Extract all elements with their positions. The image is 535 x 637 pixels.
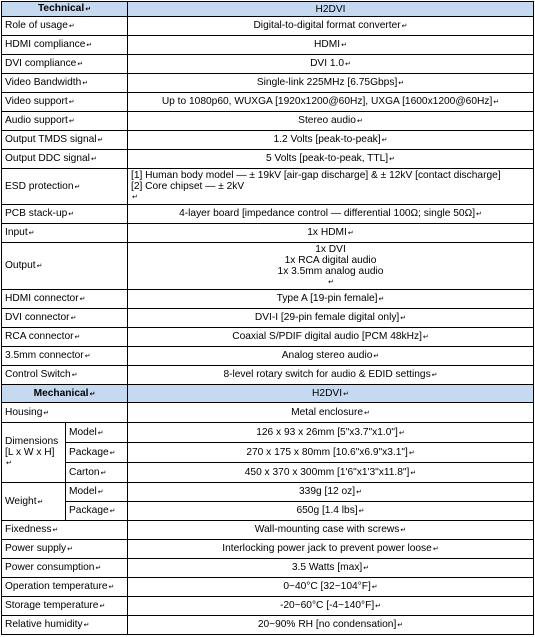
dimensions-value: [128, 423, 534, 443]
paragraph-mark-icon: ↵: [389, 156, 395, 163]
paragraph-mark-icon: ↵: [363, 565, 370, 572]
mechanical-row: [2, 540, 534, 559]
dimensions-label: [2, 423, 66, 483]
spec-label: [2, 112, 128, 131]
technical-header-label: [2, 2, 128, 17]
spec-label: [2, 290, 128, 309]
spec-value-text: Metal enclosure: [291, 406, 364, 418]
paragraph-mark-icon: ↵: [381, 137, 388, 144]
paragraph-mark-icon: ↵: [132, 194, 138, 201]
spec-value: [128, 328, 534, 347]
spec-value: [128, 403, 534, 423]
spec-value-text: 8-level rotary switch for audio & EDID settings: [223, 369, 431, 380]
spec-label-text: Output TMDS signal: [5, 134, 97, 145]
technical-header-model: [128, 2, 534, 17]
paragraph-mark-icon: ↵: [345, 61, 351, 68]
paragraph-mark-icon: ↵: [400, 315, 407, 322]
spec-value-text: Analog stereo audio: [281, 350, 373, 361]
spec-value-line-text: 1x RCA digital audio: [284, 255, 377, 266]
spec-label-text: 3.5mm connector: [5, 350, 84, 361]
spec-value: [128, 559, 534, 578]
spec-value: [128, 205, 534, 224]
technical-row: [2, 366, 534, 385]
paragraph-mark-icon: ↵: [68, 99, 75, 106]
paragraph-mark-icon: ↵: [97, 489, 104, 496]
spec-label-text: PCB stack-up: [5, 208, 68, 219]
spec-value: [128, 93, 534, 112]
paragraph-mark-icon: ↵: [68, 23, 75, 30]
paragraph-mark-icon: ↵: [397, 622, 404, 629]
paragraph-mark-icon: ↵: [109, 508, 116, 515]
spec-label: [2, 309, 128, 328]
spec-label: [2, 328, 128, 347]
spec-label-text: Power consumption: [5, 562, 95, 573]
spec-label: [2, 521, 128, 540]
technical-row: [2, 224, 534, 243]
paragraph-mark-icon: ↵: [85, 6, 92, 13]
spec-label-text: Storage temperature: [5, 600, 99, 611]
spec-label-text: ESD protection: [5, 180, 74, 192]
paragraph-mark-icon: ↵: [371, 584, 378, 591]
weight-sub-label-text: Model: [69, 486, 97, 497]
spec-label-text: Housing: [5, 406, 43, 418]
weight-sub-label: [66, 483, 128, 502]
spec-value: [128, 17, 534, 36]
paragraph-mark-icon: ↵: [79, 296, 86, 303]
spec-table-body: [2, 2, 534, 635]
technical-row: [2, 112, 534, 131]
paragraph-mark-icon: ↵: [74, 183, 81, 191]
technical-header-model-text: H2DVI: [315, 3, 346, 15]
technical-row: [2, 347, 534, 366]
paragraph-mark-icon: ↵: [378, 296, 385, 303]
spec-label: [2, 17, 128, 36]
technical-header-label-text: Technical: [37, 3, 85, 14]
spec-value-line-text: [2] Core chipset — ± 2kV: [131, 181, 245, 192]
mechanical-header-row: [2, 385, 534, 403]
spec-label-text: Relative humidity: [5, 619, 83, 630]
paragraph-mark-icon: ↵: [74, 334, 81, 341]
spec-label: [2, 169, 128, 205]
spec-value-line-text: 1x 3.5mm analog audio: [277, 266, 384, 277]
weight-label: [2, 483, 66, 521]
dimensions-sub-label: [66, 443, 128, 463]
spec-value-text: 4-layer board [impedance control — differential 100Ω; single 50Ω]: [179, 208, 476, 219]
paragraph-mark-icon: ↵: [68, 211, 75, 218]
spec-value-line: [131, 266, 530, 288]
dimensions-label-line1: Dimensions: [5, 436, 59, 447]
spec-label: [2, 74, 128, 93]
spec-value-text: 1x HDMI: [307, 227, 347, 238]
technical-row: [2, 243, 534, 290]
technical-row: [2, 74, 534, 93]
technical-header-row: [2, 2, 534, 17]
mechanical-header-label: [2, 385, 128, 403]
dimensions-value: [128, 463, 534, 483]
spec-value-line-text: [1] Human body model — ± 19kV [air-gap discharge] & ± 12kV [contact discharge]: [131, 170, 501, 181]
spec-label-text: HDMI compliance: [5, 39, 86, 50]
weight-sub-label: [66, 502, 128, 521]
technical-row: [2, 290, 534, 309]
paragraph-mark-icon: ↵: [373, 353, 380, 360]
spec-label-text: Video support: [5, 96, 68, 107]
dimensions-value-text: 450 x 370 x 300mm [1'6"x1'3"x11.8"]: [244, 466, 410, 478]
spec-value: [128, 597, 534, 616]
paragraph-mark-icon: ↵: [356, 489, 362, 496]
spec-label-text: Output DDC signal: [5, 153, 90, 164]
mechanical-header-model-text: H2DVI: [312, 387, 343, 399]
weight-value-text: 339g [12 oz]: [299, 486, 356, 497]
spec-value: [128, 309, 534, 328]
mechanical-row: [2, 597, 534, 616]
paragraph-mark-icon: ↵: [99, 603, 106, 610]
mechanical-header-model: [128, 385, 534, 403]
spec-label: [2, 243, 128, 290]
dimensions-value: [128, 443, 534, 463]
weight-value: [128, 502, 534, 521]
technical-row: [2, 309, 534, 328]
spec-label: [2, 366, 128, 385]
spec-label-text: Operation temperature: [5, 581, 108, 592]
paragraph-mark-icon: ↵: [341, 42, 347, 49]
spec-label-text: Control Switch: [5, 369, 71, 380]
spec-value-text: -20~60°C [-4~140°F]: [279, 600, 375, 611]
spec-label-text: Audio support: [5, 115, 68, 126]
paragraph-mark-icon: ↵: [422, 334, 429, 341]
spec-value: [128, 243, 534, 290]
spec-label-text: DVI connector: [5, 312, 70, 323]
spec-label: [2, 540, 128, 559]
paragraph-mark-icon: ↵: [400, 527, 407, 534]
dimensions-value-text: 270 x 175 x 80mm [10.6"x6.9"x3.1"]: [246, 446, 408, 458]
paragraph-mark-icon: ↵: [70, 315, 77, 322]
spec-label: [2, 403, 128, 423]
spec-value-line: [131, 170, 530, 181]
dimensions-row: [2, 443, 534, 463]
weight-sub-label-text: Package: [69, 505, 109, 516]
paragraph-mark-icon: ↵: [36, 263, 43, 270]
paragraph-mark-icon: ↵: [86, 42, 93, 49]
spec-label: [2, 55, 128, 74]
paragraph-mark-icon: ↵: [401, 23, 408, 30]
technical-row: [2, 150, 534, 169]
dimensions-value-text: 126 x 93 x 26mm [5"x3.7"x1.0"]: [256, 426, 398, 438]
dimensions-row: [2, 423, 534, 443]
paragraph-mark-icon: ↵: [77, 61, 84, 68]
paragraph-mark-icon: ↵: [43, 409, 50, 417]
spec-value: [128, 347, 534, 366]
spec-value-text: Digital-to-digital format converter: [253, 20, 401, 31]
paragraph-mark-icon: ↵: [71, 372, 78, 379]
paragraph-mark-icon: ↵: [364, 409, 370, 417]
spec-label: [2, 36, 128, 55]
technical-row: [2, 17, 534, 36]
spec-value: [128, 540, 534, 559]
mechanical-row: [2, 521, 534, 540]
paragraph-mark-icon: ↵: [343, 390, 349, 398]
dimensions-label-line2-text: [L x W x H]: [5, 447, 55, 458]
spec-value-text: HDMI: [314, 39, 341, 50]
spec-label: [2, 93, 128, 112]
technical-row: [2, 93, 534, 112]
weight-label-text: Weight: [5, 495, 37, 507]
spec-value: [128, 131, 534, 150]
dimensions-sub-label-text: Package: [69, 446, 109, 458]
paragraph-mark-icon: ↵: [431, 372, 438, 379]
paragraph-mark-icon: ↵: [109, 449, 116, 457]
spec-value: [128, 169, 534, 205]
spec-value: [128, 150, 534, 169]
spec-label-text: Output: [5, 260, 36, 271]
spec-value-line: [131, 255, 530, 266]
paragraph-mark-icon: ↵: [398, 429, 405, 437]
spec-label-text: DVI compliance: [5, 58, 77, 69]
spec-value-text: Interlocking power jack to prevent power loose: [222, 543, 432, 554]
spec-label: [2, 347, 128, 366]
spec-value: [128, 36, 534, 55]
spec-value-text: 0~40°C [32~104°F]: [283, 581, 371, 592]
spec-label-text: RCA connector: [5, 331, 74, 342]
paragraph-mark-icon: ↵: [100, 469, 107, 477]
paragraph-mark-icon: ↵: [493, 99, 500, 106]
paragraph-mark-icon: ↵: [84, 353, 91, 360]
paragraph-mark-icon: ↵: [68, 118, 75, 125]
spec-label: [2, 578, 128, 597]
spec-value: [128, 521, 534, 540]
weight-value: [128, 483, 534, 502]
spec-label: [2, 150, 128, 169]
spec-label: [2, 616, 128, 635]
spec-value-text: 3.5 Watts [max]: [291, 562, 363, 573]
mechanical-row: [2, 578, 534, 597]
spec-value: [128, 55, 534, 74]
mechanical-row: [2, 616, 534, 635]
spec-label: [2, 224, 128, 243]
spec-value-text: DVI-I [29-pin female digital only]: [254, 312, 400, 323]
dimensions-sub-label: [66, 463, 128, 483]
spec-value: [128, 112, 534, 131]
dimensions-sub-label-text: Model: [69, 426, 97, 438]
weight-row: [2, 502, 534, 521]
paragraph-mark-icon: ↵: [375, 603, 382, 610]
spec-value-text: 1.2 Volts [peak-to-peak]: [273, 134, 381, 145]
mechanical-row: [2, 403, 534, 423]
spec-value: [128, 578, 534, 597]
paragraph-mark-icon: ↵: [347, 230, 354, 237]
mechanical-row: [2, 559, 534, 578]
paragraph-mark-icon: ↵: [89, 390, 96, 398]
spec-value-text: DVI 1.0: [310, 58, 345, 69]
technical-row: [2, 36, 534, 55]
paragraph-mark-icon: ↵: [28, 230, 35, 237]
weight-value-text: 650g [1.4 lbs]: [296, 505, 358, 516]
spec-value-line: [131, 181, 530, 203]
dimensions-label-line2: [5, 447, 62, 469]
paragraph-mark-icon: ↵: [408, 449, 415, 457]
spec-value: [128, 224, 534, 243]
dimensions-row: [2, 463, 534, 483]
paragraph-mark-icon: ↵: [410, 469, 417, 477]
spec-label-text: Video Bandwidth: [5, 77, 82, 88]
paragraph-mark-icon: ↵: [358, 508, 365, 515]
paragraph-mark-icon: ↵: [83, 622, 90, 629]
paragraph-mark-icon: ↵: [52, 527, 59, 534]
spec-table: [1, 1, 534, 635]
spec-value-text: 5 Volts [peak-to-peak, TTL]: [266, 153, 389, 164]
weight-row: [2, 483, 534, 502]
dimensions-sub-label-text: Carton: [69, 466, 100, 478]
dimensions-sub-label: [66, 423, 128, 443]
paragraph-mark-icon: ↵: [6, 460, 12, 467]
technical-row: [2, 205, 534, 224]
paragraph-mark-icon: ↵: [90, 156, 97, 163]
technical-row: [2, 131, 534, 150]
technical-row: [2, 169, 534, 205]
spec-label: [2, 597, 128, 616]
paragraph-mark-icon: ↵: [476, 211, 482, 218]
spec-label: [2, 205, 128, 224]
paragraph-mark-icon: ↵: [432, 546, 439, 553]
spec-value-text: Type A [19-pin female]: [276, 293, 378, 304]
spec-value-text: 20~90% RH [no condensation]: [257, 619, 397, 630]
spec-label-text: Fixedness: [5, 524, 52, 535]
paragraph-mark-icon: ↵: [67, 546, 74, 553]
mechanical-header-label-text: Mechanical: [33, 387, 89, 399]
spec-value-text: Coaxial S/PDIF digital audio [PCM 48kHz]: [232, 331, 422, 342]
paragraph-mark-icon: ↵: [82, 80, 89, 87]
paragraph-mark-icon: ↵: [37, 498, 44, 506]
paragraph-mark-icon: ↵: [356, 118, 363, 125]
spec-value-text: Stereo audio: [298, 115, 356, 126]
spec-value: [128, 616, 534, 635]
spec-label: [2, 559, 128, 578]
spec-value-line: [131, 244, 530, 255]
spec-value: [128, 366, 534, 385]
spec-label-text: HDMI connector: [5, 293, 79, 304]
paragraph-mark-icon: ↵: [108, 584, 115, 591]
spec-value-text: Up to 1080p60, WUXGA [1920x1200@60Hz], UXGA [1600x1200@60Hz]: [161, 96, 493, 107]
spec-label-text: Input: [5, 227, 28, 238]
spec-value-line-text: 1x DVI: [315, 244, 346, 255]
spec-value-text: Wall-mounting case with screws: [254, 524, 400, 535]
spec-value: [128, 290, 534, 309]
paragraph-mark-icon: ↵: [398, 80, 405, 87]
technical-row: [2, 328, 534, 347]
technical-row: [2, 55, 534, 74]
spec-label-text: Power supply: [5, 543, 67, 554]
spec-label-text: Role of usage: [5, 20, 68, 31]
spec-label: [2, 131, 128, 150]
paragraph-mark-icon: ↵: [97, 429, 104, 437]
paragraph-mark-icon: ↵: [97, 137, 104, 144]
spec-value-text: Single-link 225MHz [6.75Gbps]: [256, 77, 398, 88]
spec-value: [128, 74, 534, 93]
paragraph-mark-icon: ↵: [95, 565, 102, 572]
paragraph-mark-icon: ↵: [328, 279, 334, 286]
